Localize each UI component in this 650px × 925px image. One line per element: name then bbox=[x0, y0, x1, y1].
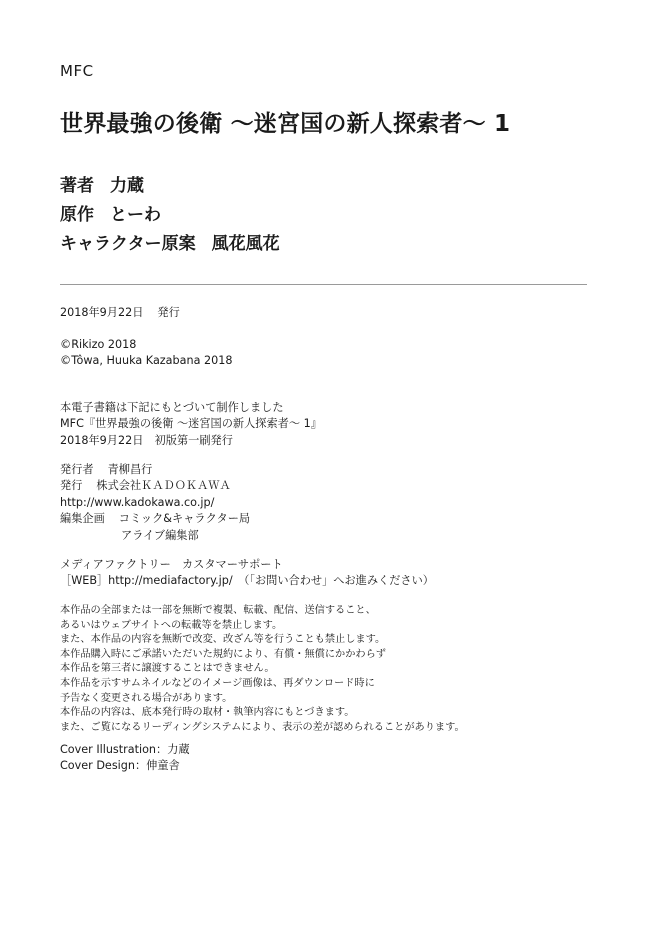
credit-role: 原作 bbox=[60, 205, 94, 225]
ebook-line: 本電子書籍は下記にもとづいて制作しました bbox=[60, 401, 284, 414]
credits-block bbox=[60, 172, 280, 259]
credit-author bbox=[60, 172, 280, 200]
ebook-source-block bbox=[60, 400, 322, 449]
notice-line: 予告なく変更される場合があります。 bbox=[60, 692, 233, 704]
cover-illustration: Cover Illustration：力蔵 bbox=[60, 743, 190, 756]
notice-line: 本作品の全部または一部を無断で複製、転載、配信、送信すること、 bbox=[60, 605, 376, 616]
editing-dept-2: アライブ編集部 bbox=[121, 528, 199, 542]
publisher-person: 青柳昌行 bbox=[107, 463, 153, 476]
publisher-url: http://www.kadokawa.co.jp/ bbox=[60, 495, 215, 509]
support-line: メディアファクトリー カスタマーサポート bbox=[60, 558, 283, 571]
cover-credits-block bbox=[60, 742, 190, 775]
credit-character-design bbox=[60, 230, 280, 258]
editing-dept: コミック&キャラクター局 bbox=[118, 512, 251, 526]
copyright-line: ©Rikizo 2018 bbox=[60, 338, 137, 351]
notice-line: 本作品を第三者に譲渡することはできません。 bbox=[60, 663, 275, 675]
publisher-name: 株式会社ＫＡＤＯＫＡＷＡ bbox=[96, 479, 231, 493]
copyright-block bbox=[60, 337, 232, 370]
credit-role: キャラクター原案 bbox=[60, 234, 196, 254]
credit-name: 力蔵 bbox=[110, 176, 144, 196]
editing-line bbox=[60, 511, 250, 527]
notices-block bbox=[60, 604, 465, 735]
copyright-line: ©Tôwa, Huuka Kazabana 2018 bbox=[60, 354, 233, 368]
credit-name: とーわ bbox=[110, 205, 161, 225]
notice-line: また、ご覧になるリーディングシステムにより、表示の差が認められることがあります。 bbox=[60, 721, 465, 733]
publisher-person-label: 発行者 bbox=[60, 463, 94, 476]
credit-original bbox=[60, 201, 280, 229]
credit-role: 著者 bbox=[60, 176, 94, 196]
ebook-line: MFC『世界最強の後衛 ～迷宮国の新人探索者～ 1』 bbox=[60, 417, 322, 431]
publisher-person-line bbox=[60, 462, 250, 478]
ebook-line: 2018年9月22日 初版第一刷発行 bbox=[60, 433, 233, 447]
cover-design: Cover Design：伸童舎 bbox=[60, 759, 180, 773]
notice-line: 本作品を示すサムネイルなどのイメージ画像は、再ダウンロード時に bbox=[60, 677, 375, 689]
imprint-label: MFC bbox=[60, 62, 94, 80]
notice-line: また、本作品の内容を無断で改変、改ざん等を行うことも禁止します。 bbox=[60, 634, 386, 646]
publication-label: 発行 bbox=[157, 306, 180, 319]
notice-line: あるいはウェブサイトへの転載等を禁止します。 bbox=[60, 619, 283, 631]
publisher-line bbox=[60, 478, 250, 494]
notice-line: 本作品の内容は、底本発行時の取材・執筆内容にもとづきます。 bbox=[60, 707, 355, 719]
credit-name: 風花風花 bbox=[211, 234, 280, 254]
notice-line: 本作品購入時にご承諾いただいた規約により、有償・無償にかかわらず bbox=[60, 648, 386, 660]
publication-date: 2018年9月22日 bbox=[60, 306, 144, 319]
editing-label: 編集企画 bbox=[60, 512, 105, 526]
book-title: 世界最強の後衛 ～迷宮国の新人探索者～ 1 bbox=[60, 111, 511, 137]
section-divider bbox=[60, 284, 587, 285]
support-line: ［WEB］http://mediafactory.jp/ （「お問い合わせ」へお進みください） bbox=[60, 574, 434, 588]
publisher-block bbox=[60, 462, 250, 544]
publisher-label: 発行 bbox=[60, 479, 83, 493]
support-block bbox=[60, 557, 434, 590]
publication-date-line bbox=[60, 305, 180, 321]
